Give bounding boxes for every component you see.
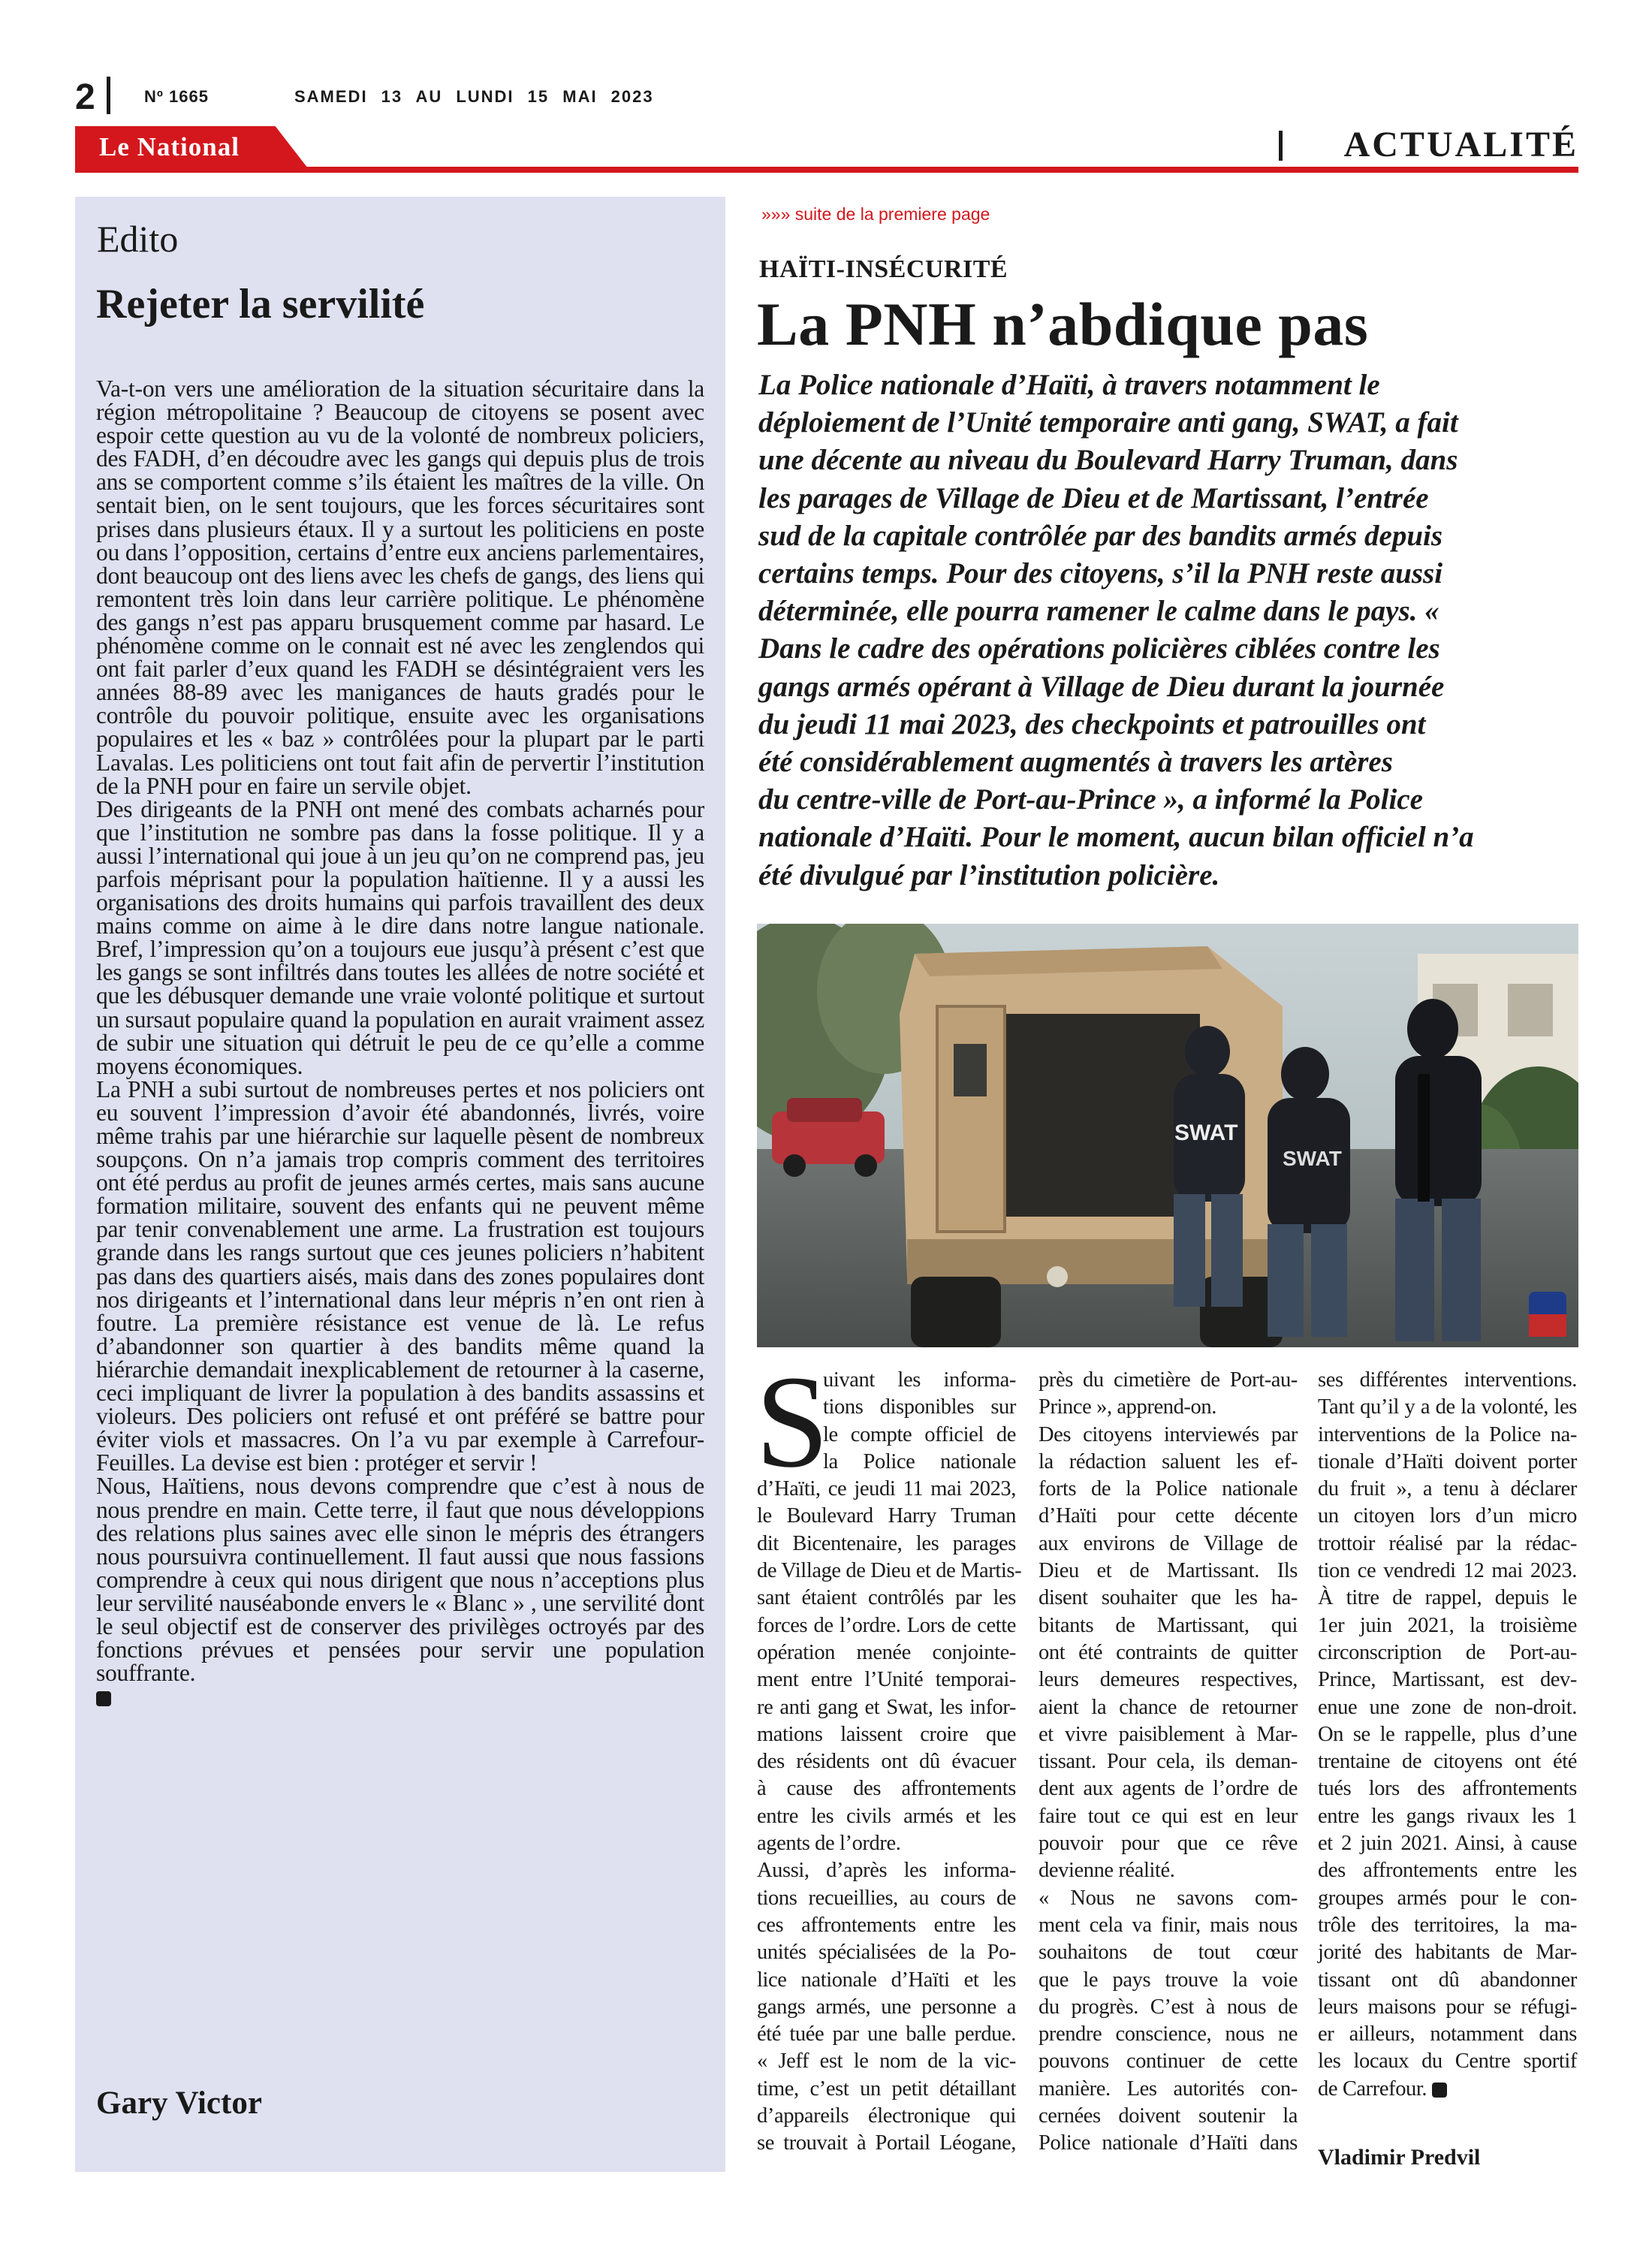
- text-line: souhaitons de tout cœur: [1039, 1941, 1298, 1965]
- lead-line: gangs armés opérant à Village de Dieu durant la journée: [758, 670, 1445, 703]
- text-line: Aussi, d’après les informa-: [757, 1859, 1016, 1883]
- text-line: forts de la Police nationale: [1039, 1477, 1298, 1501]
- lead-line: nationale d’Haïti. Pour le moment, aucun bilan officiel n’a: [758, 821, 1474, 854]
- lead-line: été considérablement augmentés à travers les artères: [758, 746, 1393, 779]
- text-line: lice nationale d’Haïti et les: [757, 1968, 1016, 1992]
- text-line-end: de Carrefour.: [1318, 2077, 1427, 2101]
- lead-line: sud de la capitale contrôlée par des bandits armés depuis: [758, 519, 1443, 552]
- end-mark-icon: [96, 1691, 111, 1706]
- text-line: des résidents ont dû évacuer: [757, 1750, 1016, 1774]
- text-line: On se le rappelle, plus d’une: [1318, 1722, 1577, 1746]
- lead-line: Dans le cadre des opérations policières ciblées contre les: [758, 632, 1440, 665]
- text-line: time, c’est un petit détaillant: [757, 2077, 1016, 2101]
- text-line: trentaine de citoyens ont été: [1318, 1750, 1577, 1774]
- text-line: groupes armés pour le con-: [1318, 1886, 1577, 1910]
- text-line: leurs maisons pour se réfugi-: [1318, 1995, 1577, 2019]
- article-headline: La PNH n’abdique pas: [757, 290, 1369, 358]
- lead-line: déploiement de l’Unité temporaire anti gang, SWAT, a fait: [758, 406, 1458, 439]
- text-line: la rédaction saluent les ef-: [1039, 1449, 1298, 1473]
- armored-vehicle-photo: [757, 924, 1578, 1347]
- text-line: ment cela va finir, mais nous: [1039, 1913, 1298, 1937]
- swat-vest-label-2: SWAT: [1283, 1147, 1342, 1170]
- article-photo: [757, 924, 1578, 1347]
- text-line: sant étaient contrôlés par les: [757, 1586, 1016, 1610]
- text-line: gangs armés, une personne a: [757, 1995, 1016, 2019]
- text-line: manière. Les autorités con-: [1039, 2077, 1298, 2101]
- text-line: faire tout ce qui est en leur: [1039, 1804, 1298, 1828]
- edito-body: [96, 377, 704, 1708]
- text-line: d’appareils électronique qui: [757, 2104, 1016, 2128]
- text-line: uivant les informa-: [823, 1368, 1016, 1392]
- text-line: et vivre paisiblement à Mar-: [1039, 1722, 1298, 1746]
- lead-line: été divulgué par l’institution policière.: [758, 858, 1220, 891]
- text-line: tués lors des affrontements: [1318, 1777, 1577, 1801]
- text-line: À titre de rappel, depuis le: [1318, 1586, 1577, 1610]
- text-line: les locaux du Centre sportif: [1318, 2049, 1577, 2074]
- text-line: Police nationale d’Haïti dans: [1039, 2131, 1298, 2155]
- text-line: « Jeff est le nom de la vic-: [757, 2049, 1016, 2074]
- text-line: dit Bicentenaire, les parages: [757, 1531, 1016, 1555]
- lead-line: une décente au niveau du Boulevard Harry Truman, dans: [758, 444, 1458, 477]
- edito-paragraph: Va-t-on vers une amélioration de la situation sécuritaire dans la région métropolitaine ? Beaucoup de citoyens se posent avec espoir cette question au vu de la volonté de nombreux policiers, des FADH, d’en découdre avec les gangs qui depuis plus de trois ans se comportent comme s’ils étaient les maîtres de la ville. On sentait bien, on le sent toujours, que les forces sécuritaires sont prises dans plusieurs étaux. Il y a surtout les politiciens en poste ou dans l’opposition, certains d’entre eux anciens parlementaires, dont beaucoup ont des liens avec les chefs de gangs, des liens qui remontent très loin dans leur carrière politique. Le phénomène des gangs n’est pas apparu brusquement comme par hasard. Le phénomène comme on le connait est né avec les zenglendos qui ont fait parler d’eux quand les FADH se désintégraient vers les années 88-89 avec les manigances de hauts gradés pour le contrôle du pouvoir politique, ensuite avec les organisations populaires et les « baz » contrôlées pour la plupart par le parti Lavalas. Les politiciens ont tout fait afin de pervertir l’institution de la PNH pour en faire un servile objet.: [96, 376, 704, 799]
- page-number: 2: [75, 77, 95, 117]
- text-line: agents de l’ordre.: [757, 1832, 901, 1856]
- text-line: aient la chance de retourner: [1039, 1695, 1298, 1719]
- issue-date: SAMEDI 13 AU LUNDI 15 MAI 2023: [294, 87, 654, 106]
- drop-cap: S: [755, 1349, 829, 1495]
- text-line: tion ce vendredi 12 mai 2023.: [1318, 1559, 1577, 1583]
- text-line: pouvons continuer de cette: [1039, 2049, 1298, 2074]
- text-line: leurs demeures respectives,: [1039, 1668, 1298, 1692]
- text-line: un citoyen lors d’un micro: [1318, 1504, 1577, 1528]
- edito-paragraph: Des dirigeants de la PNH ont mené des combats acharnés pour que l’institution ne sombre pas dans la fosse politique. Il y a aussi l’international qui joue à un jeu qu’on ne comprend pas, jeu parfois méprisant pour la population haïtienne. Il y a aussi les organisations des droits humains qui parfois travaillent des deux mains comme on aime à le dire dans notre langue nationale. Bref, l’impression qu’on a toujours eue jusqu’à présent c’est que les gangs se sont infiltrés dans toutes les allées de notre société et que les débusquer demande une vraie volonté politique et surtout un sursaut populaire quand la population en aurait vraiment assez de subir une situation qui détruit le peu de ce qu’elle a comme moyens économiques.: [96, 795, 704, 1079]
- text-line: mations laissent croire que: [757, 1722, 1016, 1746]
- text-line: à cause des affrontements: [757, 1777, 1016, 1801]
- edito-kicker: Edito: [97, 218, 179, 260]
- text-line: trottoir réalisé par la rédac-: [1318, 1531, 1577, 1555]
- text-line: le Boulevard Harry Truman: [757, 1504, 1016, 1528]
- text-line: la Police nationale: [823, 1449, 1016, 1473]
- end-mark-icon: [1432, 2083, 1447, 2098]
- text-line: interventions de la Police na-: [1318, 1422, 1577, 1446]
- text-line: tions recueillies, au cours de: [757, 1886, 1016, 1910]
- text-line: aux environs de Village de: [1039, 1531, 1298, 1555]
- text-line: près du cimetière de Port-au-: [1039, 1368, 1298, 1392]
- text-line: dent aux agents de l’ordre de: [1039, 1777, 1298, 1801]
- article-byline: Vladimir Predvil: [1318, 2145, 1481, 2170]
- issue-number: Nº 1665: [144, 87, 209, 106]
- lead-line: certains temps. Pour des citoyens, s’il la PNH reste aussi: [758, 557, 1443, 590]
- text-line: du fruit », a tenu à déclarer: [1318, 1477, 1577, 1501]
- text-line: enue une zone de non-droit.: [1318, 1695, 1577, 1719]
- edito-author: Gary Victor: [96, 2086, 262, 2121]
- text-line: d’Haïti, ce jeudi 11 mai 2023,: [757, 1477, 1016, 1501]
- text-line: le compte officiel de: [823, 1422, 1016, 1446]
- text-line: forces de l’ordre. Lors de cette: [757, 1613, 1016, 1637]
- article-lead: [758, 366, 1577, 894]
- text-line: opération menée conjointe-: [757, 1640, 1016, 1664]
- text-line: de Village de Dieu et de Martis-: [757, 1559, 1022, 1583]
- text-line: ces affrontements entre les: [757, 1913, 1016, 1937]
- text-line: « Nous ne savons com-: [1039, 1886, 1298, 1910]
- article-kicker: HAÏTI-INSÉCURITÉ: [759, 255, 1008, 283]
- text-line: trôle des territoires, la ma-: [1318, 1913, 1577, 1937]
- lead-line: du jeudi 11 mai 2023, des checkpoints et patrouilles ont: [758, 707, 1426, 740]
- article-column-1: [757, 1367, 1022, 2158]
- text-line: prendre conscience, nous ne: [1039, 2022, 1298, 2046]
- text-line: Prince, Martissant, est dev-: [1318, 1668, 1577, 1692]
- text-line: bitants de Martissant, qui: [1039, 1613, 1298, 1637]
- text-line: ont été contraints de quitter: [1039, 1640, 1298, 1664]
- lead-line: déterminée, elle pourra ramener le calme dans le pays. «: [758, 595, 1439, 628]
- header-divider: [107, 77, 110, 114]
- section-title: ACTUALITÉ: [1343, 125, 1578, 164]
- brand-rule: [75, 167, 1578, 173]
- text-line: pouvoir pour que ce rêve: [1039, 1832, 1298, 1856]
- lead-line: du centre-ville de Port-au-Prince », a informé la Police: [758, 783, 1423, 816]
- text-line: circonscription de Port-au-: [1318, 1640, 1577, 1664]
- text-line: [1318, 2076, 1577, 2103]
- text-line: Prince », apprend-on.: [1039, 1395, 1216, 1419]
- section-divider: [1279, 131, 1283, 161]
- text-line: d’Haïti pour cette décente: [1039, 1504, 1298, 1528]
- text-line: devienne réalité.: [1039, 1859, 1175, 1883]
- text-line: tions disponibles sur: [823, 1395, 1016, 1419]
- text-line: Dieu et de Martissant. Ils: [1039, 1559, 1298, 1583]
- text-line: entre les gangs rivaux les 1: [1318, 1804, 1577, 1828]
- text-line: été tuée par une balle perdue.: [757, 2022, 1016, 2046]
- text-line: Tant qu’il y a de la volonté, les: [1318, 1395, 1577, 1419]
- text-line: tissant ont dû abandonner: [1318, 1968, 1577, 1992]
- continued-note: »»» suite de la premiere page: [761, 204, 990, 224]
- text-line: Des citoyens interviewés par: [1039, 1422, 1298, 1446]
- page-header: [75, 75, 1577, 120]
- lead-line: les parages de Village de Dieu et de Martissant, l’entrée: [758, 481, 1429, 514]
- text-line: re anti gang et Swat, les infor-: [757, 1695, 1016, 1719]
- text-line: se trouvait à Portail Léogane,: [757, 2131, 1016, 2155]
- text-line: entre les civils armés et les: [757, 1804, 1016, 1828]
- text-line: ment entre l’Unité temporai-: [757, 1668, 1016, 1692]
- edito-box: [75, 197, 725, 2172]
- edito-paragraph: La PNH a subi surtout de nombreuses pertes et nos policiers ont eu souvent l’impression d’avoir été abandonnés, livrés, voire même trahis par une hiérarchie sur laquelle pèsent de nombreux soupçons. On n’a jamais trop compris comment des territoires ont été perdus au profit de jeunes armés certes, mais sans aucune formation militaire, souvent des enfants qui ne peuvent même par tenir convenablement une arme. La frustration est toujours grande dans les rangs surtout que ces jeunes policiers n’habitent pas dans des quartiers aisés, mais dans des zones populaires dont nos dirigeants et l’international dans leur mépris n’en ont rien à foutre. La première résistance est venue de là. Le refus d’abandonner son quartier à des bandits même quand la hiérarchie demandait inexplicablement de retourner à la caserne, ceci impliquant de livrer la population à des bandits assassins et violeurs. Des policiers ont refusé et ont préféré se battre pour éviter viols et massacres. On l’a vu par exemple à Carrefour-Feuilles. La devise est bien : protéger et servir !: [96, 1075, 704, 1476]
- text-line: cernées doivent soutenir la: [1039, 2104, 1298, 2128]
- text-line: tionale d’Haïti doivent porter: [1318, 1449, 1577, 1473]
- swat-vest-label: SWAT: [1174, 1120, 1238, 1145]
- lead-line: La Police nationale d’Haïti, à travers notamment le: [758, 369, 1380, 401]
- article-column-2: [1039, 1367, 1298, 2158]
- text-line: du progrès. C’est à nous de: [1039, 1995, 1298, 2019]
- text-line: 1er juin 2021, la troisième: [1318, 1613, 1577, 1637]
- text-line: disent souhaiter que les ha-: [1039, 1586, 1298, 1610]
- brand-band: [75, 126, 1578, 173]
- text-line: ses différentes interventions.: [1318, 1368, 1577, 1392]
- text-line: tissant. Pour cela, ils deman-: [1039, 1750, 1298, 1774]
- text-line: que le pays trouve la voie: [1039, 1968, 1298, 1992]
- text-line: jorité des habitants de Mar-: [1318, 1941, 1577, 1965]
- text-line: er ailleurs, notamment dans: [1318, 2022, 1577, 2046]
- edito-title: Rejeter la servilité: [96, 281, 425, 327]
- text-line: et 2 juin 2021. Ainsi, à cause: [1318, 1832, 1577, 1856]
- article-column-3: [1318, 1367, 1577, 2103]
- text-line: des affrontements entre les: [1318, 1859, 1577, 1883]
- edito-paragraph: Nous, Haïtiens, nous devons comprendre que c’est à nous de nous prendre en main. Cette terre, il faut que nous développions des relations plus saines avec elle sinon le mépris des étrangers nous poursuivra continuellement. Il faut aussi que nous fassions comprendre à ceux qui nous dirigent que nous n’acceptions plus leur servilité nauséabonde envers le « Blanc » , une servilité dont le seul objectif est de conserver des privilèges octroyés par des fonctions prévues et pensées pour servir une population souffrante.: [96, 1473, 704, 1687]
- text-line: unités spécialisées de la Po-: [757, 1941, 1016, 1965]
- brand-logo: Le National: [99, 132, 240, 161]
